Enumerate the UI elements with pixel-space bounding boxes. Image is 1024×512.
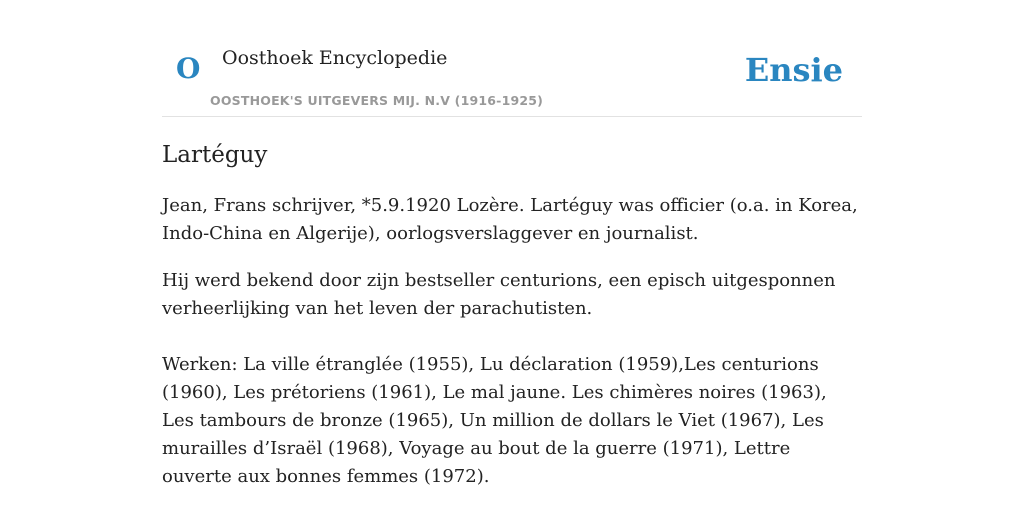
article-paragraph-intro: Jean, Frans schrijver, *5.9.1920 Lozère. Lartéguy was officier (o.a. in Korea, Indo-China en Algerije), oorlogsverslaggever en journalist. — [162, 195, 858, 244]
article-paragraph-fame: Hij werd bekend door zijn bestseller centurions, een episch uitgesponnen verheerlijking van het leven der parachutisten. — [162, 270, 836, 319]
ensie-brand-link[interactable]: Ensie — [744, 51, 843, 89]
article-title: Lartéguy — [162, 142, 268, 168]
page-container — [162, 0, 862, 487]
site-title-link[interactable]: Oosthoek Encyclopedie — [222, 47, 448, 69]
article-paragraph-works: Werken: La ville étranglée (1955), Lu déclaration (1959),Les centurions (1960), Les prétoriens (1961), Le mal jaune. Les chimères noires (1963), Les tambours de bronze (1965), Un million de dollars le Viet (1967), Les murailles d’Israël (1968), Voyage au bout de la guerre (1971), Lettre ouverte aux bonnes femmes (1972). — [162, 354, 827, 487]
publisher-subtitle: OOSTHOEK'S UITGEVERS MIJ. N.V (1916-1925) — [210, 93, 544, 108]
site-logo[interactable]: O — [176, 52, 201, 85]
site-header — [162, 0, 862, 117]
